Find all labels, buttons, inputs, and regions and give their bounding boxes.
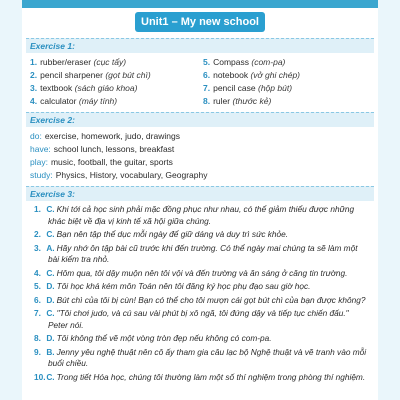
exercise3-item: 4. C. Hôm qua, tôi dậy muộn nên tôi vội và đến trường và ăn sáng ở căng tin trường. [34, 267, 348, 278]
exercise1-heading: Exercise 1: [26, 38, 374, 53]
exercise3-item: 8. D. Tôi không thể vẽ một vòng tròn đẹp nếu không có com-pa. [34, 333, 272, 343]
exercise1-item: 7. pencil case (hộp bút) [203, 83, 293, 93]
exercise3-item: 2. C. Bạn nên tập thể dục mỗi ngày để giữ dáng và duy trì sức khỏe. [34, 229, 289, 239]
exercise3-list [26, 201, 374, 383]
exercise3-item: 7. C. "Tôi chơi judo, và cú sau vài phút bị xô ngã, tôi đứng dậy và tiếp tục chiến đấu." Peter nói. [34, 308, 349, 330]
exercise1-item: 2. pencil sharpener (gọt bút chì) [30, 70, 151, 80]
exercise1-item: 3. textbook (sách giáo khoa) [30, 83, 138, 93]
exercise3-heading: Exercise 3: [26, 186, 374, 201]
top-strip [22, 0, 378, 8]
exercise3-item: 9. B. Jenny yêu nghệ thuật nên cô ấy tham gia câu lạc bộ Nghệ thuật và vẽ tranh vào mỗi buổi chiều. [34, 346, 367, 368]
exercise2-row: have: school lunch, lessons, breakfast [30, 144, 175, 154]
exercise2-row: play: music, football, the guitar, sports [30, 157, 173, 167]
exercise2-list [26, 127, 374, 182]
exercise1-item: 5. Compass (com-pa) [203, 57, 286, 67]
exercise2-row: study: Physics, History, vocabulary, Geography [30, 170, 208, 180]
exercise1-grid [26, 53, 374, 108]
exercise3-item: 6. D. Bút chì của tôi bị cùn! Bạn có thể cho tôi mượn cái gọt bút chì của bạn được không? [34, 294, 366, 305]
left-decor-band [0, 0, 22, 400]
exercise2-heading: Exercise 2: [26, 112, 374, 127]
exercise1-item: 6. notebook (vở ghi chép) [203, 70, 301, 80]
exercise3-item: 3. A. Hãy nhớ ôn tập bài cũ trước khi đến trường. Có thể ngày mai chúng ta sẽ làm một bài kiểm tra nhỏ. [34, 242, 358, 264]
exercise3-item: 5. D. Tôi học khá kém môn Toán nên tôi đăng ký học phụ đạo sau giờ học. [34, 281, 311, 291]
exercise1-item: 8. ruler (thước kẻ) [203, 96, 272, 106]
exercise3-item: 1. C. Khi tới cả học sinh phải mặc đồng phục như nhau, có thể giảm thiểu được những khác biệt về địa vị kinh tế xã hội giữa chúng. [34, 204, 355, 226]
unit-title: Unit1 – My new school [135, 12, 265, 32]
exercise1-item: 4. calculator (máy tính) [30, 96, 118, 106]
right-decor-band [378, 0, 400, 400]
page-content [26, 12, 374, 400]
exercise1-item: 1. rubber/eraser (cục tẩy) [30, 57, 127, 67]
exercise3-item: 10. C. Trong tiết Hóa học, chúng tôi thường làm một số thí nghiệm trong phòng thí nghiệm. [34, 371, 366, 382]
exercise2-row: do: exercise, homework, judo, drawings [30, 131, 180, 141]
